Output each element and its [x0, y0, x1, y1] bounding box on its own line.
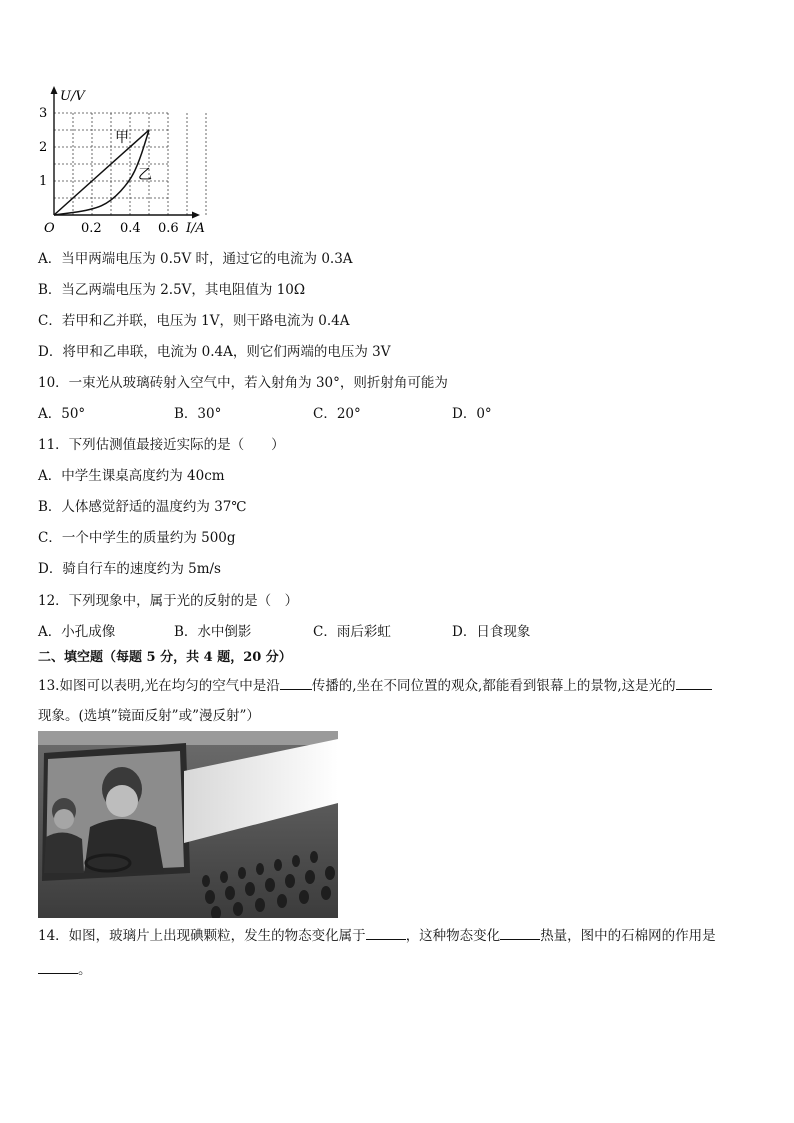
q13-text-3: 现象。(选填”镜面反射”或”漫反射”）: [38, 708, 260, 724]
q10-option-a: A．50°: [38, 406, 86, 422]
q11-option-d: D．骑自行车的速度约为 5m/s: [38, 561, 221, 577]
q12-option-c: C．雨后彩虹: [313, 624, 391, 640]
q10-stem: 10．一束光从玻璃砖射入空气中，若入射角为 30°，则折射角可能为: [38, 375, 448, 391]
q10-option-c: C．20°: [313, 406, 361, 422]
q13-blank-1: [280, 677, 312, 690]
x-tick-label: 0.4: [120, 221, 141, 236]
q9-option-c: C．若甲和乙并联，电压为 1V，则干路电流为 0.4A: [38, 313, 350, 329]
cinema-photo: [38, 731, 338, 918]
graph-grid: [54, 113, 206, 215]
q14-blank-3: [38, 961, 78, 974]
q14-text-1: 14．如图，玻璃片上出现碘颗粒，发生的物态变化属于: [38, 928, 366, 944]
q13-text-1: 13.如图可以表明,光在均匀的空气中是沿: [38, 678, 280, 694]
x-tick-label: 0.2: [81, 221, 102, 236]
q11-option-b: B．人体感觉舒适的温度约为 37℃: [38, 499, 247, 515]
q14-line-1: [38, 927, 716, 945]
q14-blank-1: [366, 927, 406, 940]
section-heading: 二、填空题（每题 5 分，共 4 题，20 分）: [38, 650, 292, 665]
q11-stem: 11．下列估测值最接近实际的是（ ）: [38, 437, 285, 453]
y-tick-label: 3: [39, 106, 48, 121]
q12-option-d: D．日食现象: [452, 624, 531, 640]
u-i-graph: [36, 84, 216, 236]
q13-blank-2: [676, 677, 712, 690]
x-axis-label: I/A: [186, 221, 205, 236]
q10-option-b: B．30°: [174, 406, 222, 422]
q13-line-1: [38, 677, 712, 695]
q9-option-d: D．将甲和乙串联，电流为 0.4A，则它们两端的电压为 3V: [38, 344, 391, 360]
q11-option-a: A．中学生课桌高度约为 40cm: [38, 468, 225, 484]
q14-blank-2: [500, 927, 540, 940]
curve-label-jia: 甲: [115, 130, 129, 146]
x-tick-label: 0.6: [158, 221, 179, 236]
q14-text-3: 热量，图中的石棉网的作用是: [540, 928, 716, 944]
y-tick-label: 2: [39, 140, 48, 155]
q10-option-d: D．0°: [452, 406, 492, 422]
q9-option-b: B．当乙两端电压为 2.5V，其电阻值为 10Ω: [38, 282, 306, 298]
y-axis-arrow: [51, 86, 58, 94]
q12-option-a: A．小孔成像: [38, 624, 116, 640]
q11-option-c: C．一个中学生的质量约为 500g: [38, 530, 236, 546]
x-axis-arrow: [192, 212, 200, 219]
q12-stem: 12．下列现象中，属于光的反射的是（ ）: [38, 593, 299, 609]
y-axis-label: U/V: [60, 89, 85, 104]
y-tick-label: 1: [39, 174, 48, 189]
q14-text-2: ，这种物态变化: [405, 928, 501, 944]
q13-text-2: 传播的,坐在不同位置的观众,都能看到银幕上的景物,这是光的: [311, 678, 676, 694]
origin-label: O: [44, 221, 55, 236]
curve-label-yi: 乙: [138, 167, 152, 183]
q12-option-b: B．水中倒影: [174, 624, 252, 640]
q9-option-a: A．当甲两端电压为 0.5V 时，通过它的电流为 0.3A: [38, 251, 353, 267]
q14-line-2: [38, 961, 92, 979]
q14-text-4: 。: [78, 962, 92, 978]
